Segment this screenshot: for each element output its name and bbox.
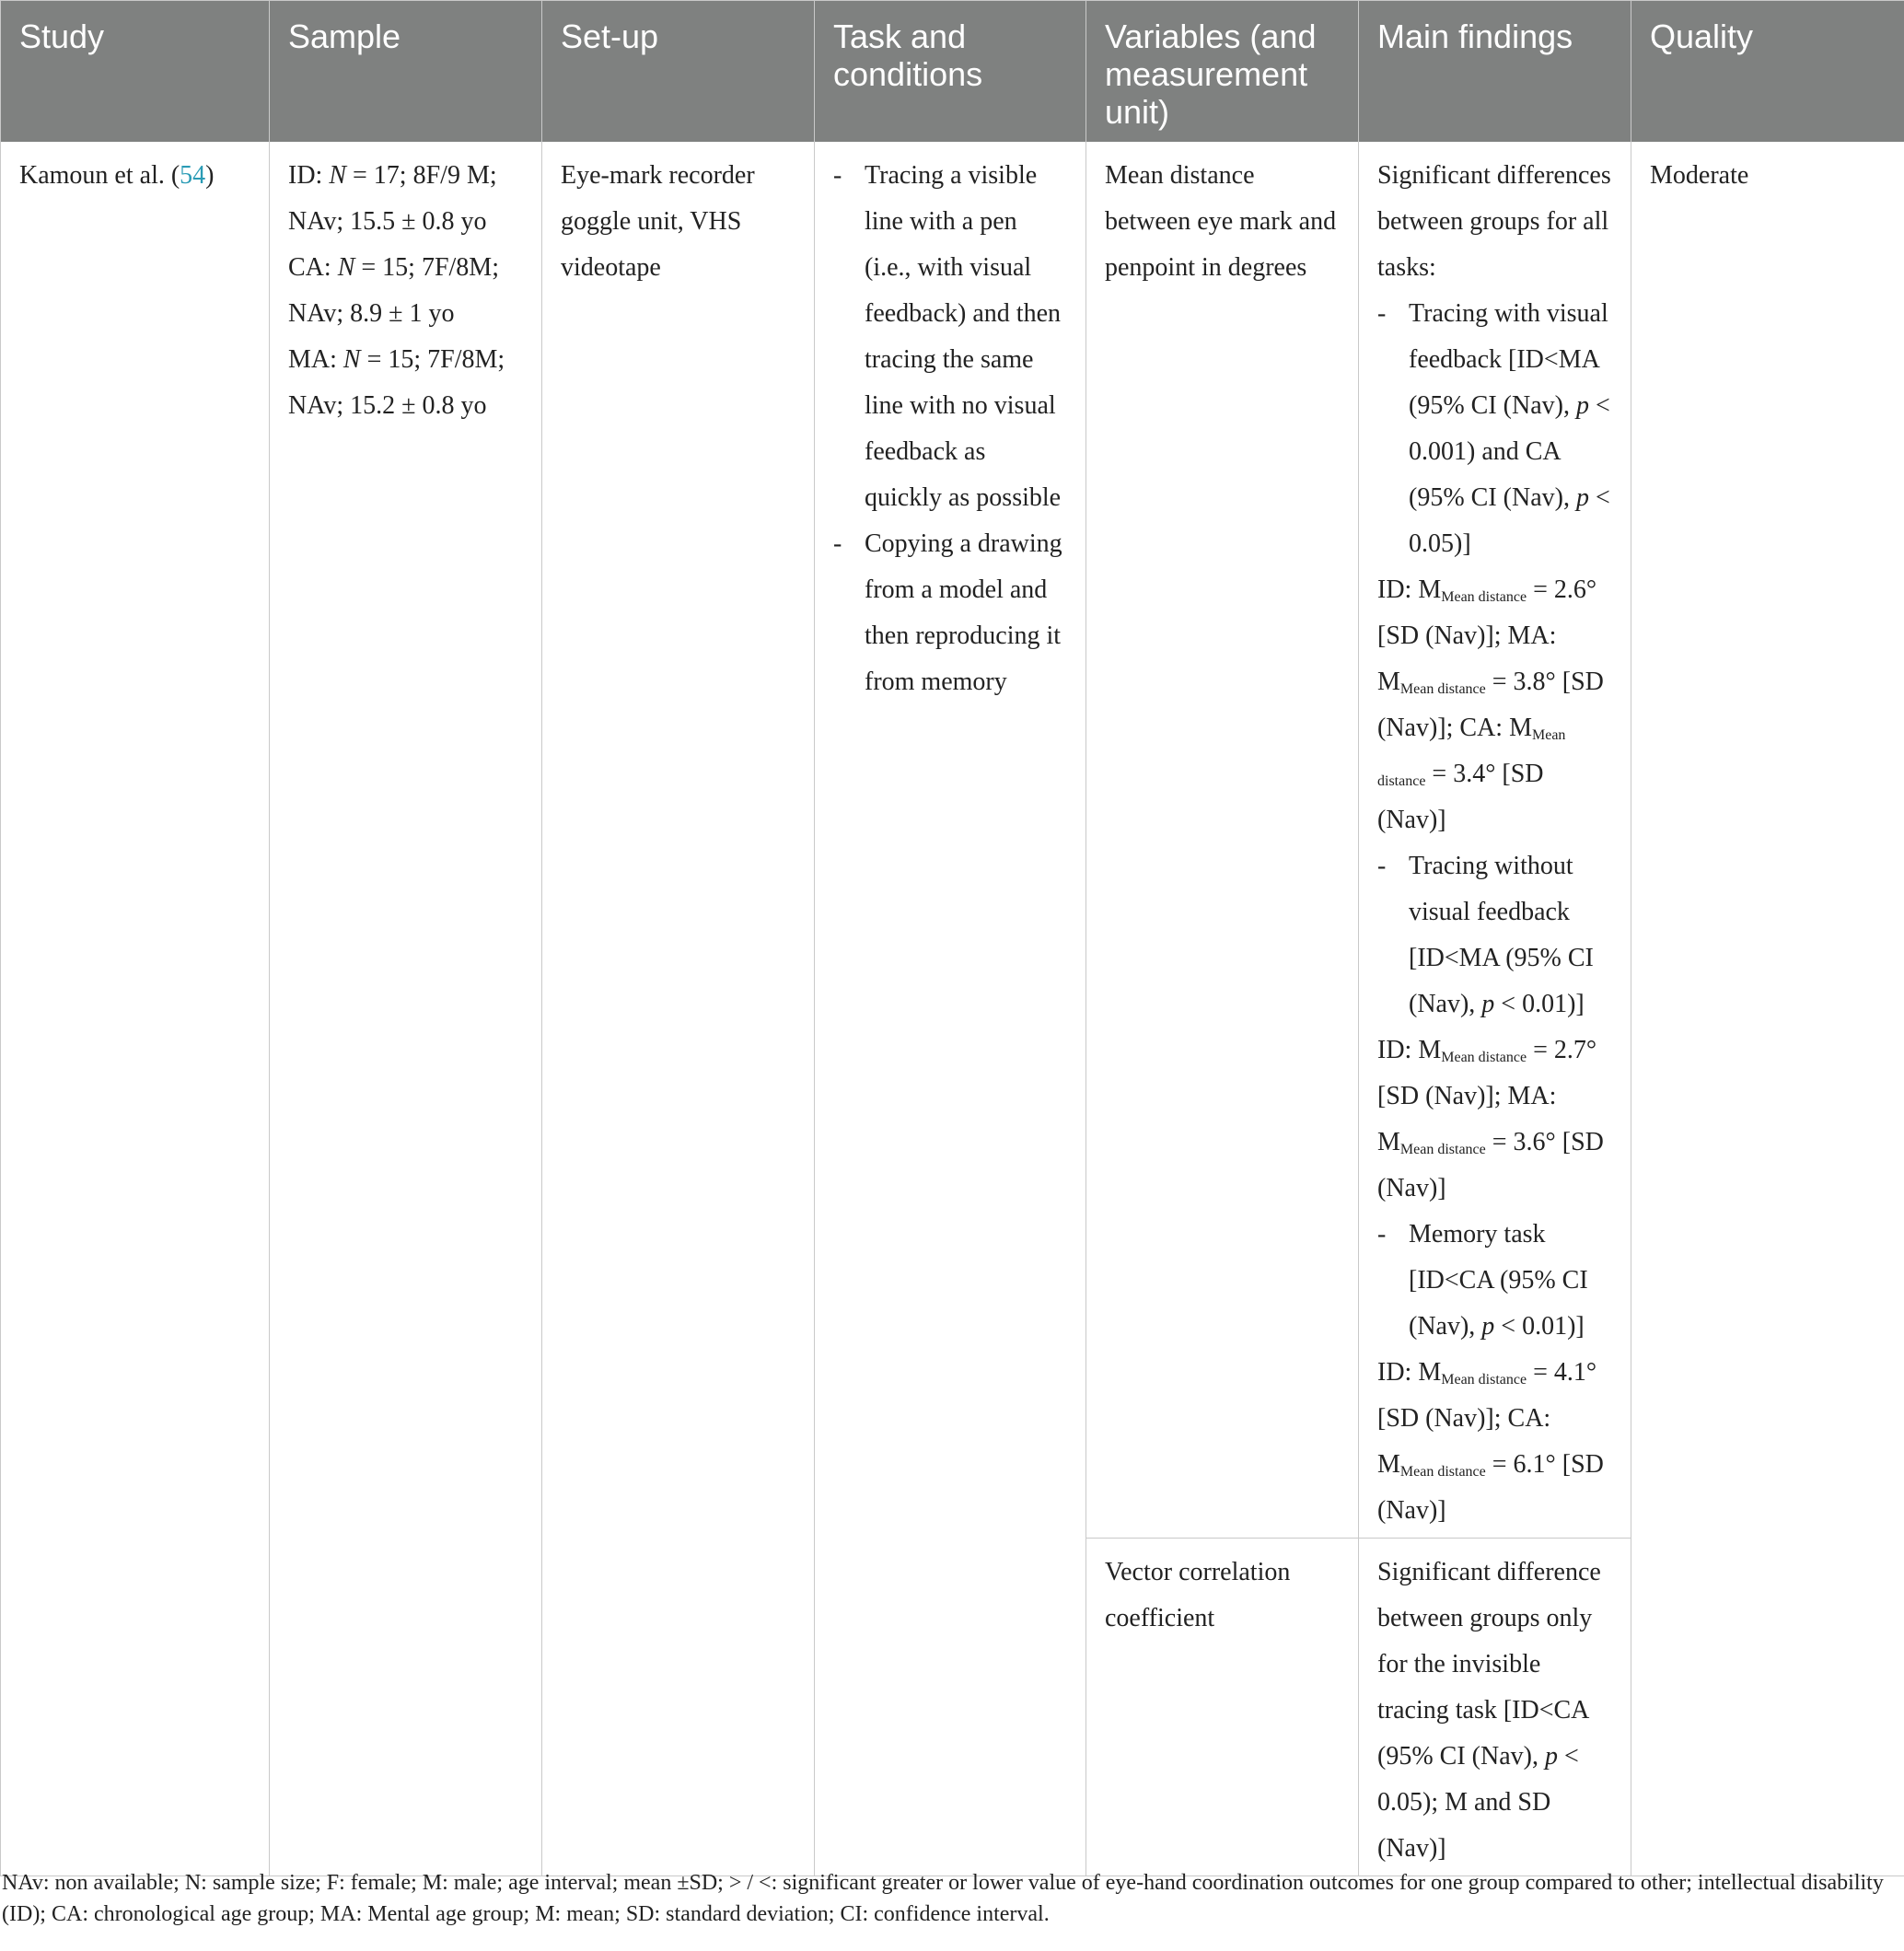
header-quality: Quality [1631,1,1904,143]
header-findings: Main findings [1359,1,1631,143]
cell-findings-1 [1359,142,1631,1539]
findings-means: ID: $M_{Mean distance} = 2.7^\circ$ [SD (Nav)]; MA: $M_{Mean distance} = 3.6^\circ$ [SD (Nav)] [1377,1036,1604,1202]
header-study: Study [1,1,270,143]
sample-line: NAv; 15.2 ± 0.8 yo [288,391,487,420]
task-item: - Tracing a visible line with a pen (i.e., with visual feedback) and then tracing the same line with no visual feedback as quickly as possible [833,161,1062,512]
task-item: - Copying a drawing from a model and then reproducing it from memory [833,529,1062,696]
cell-sample [270,142,542,1876]
header-task: Task and conditions [815,1,1086,143]
cell-findings-2: Significant difference between groups only for the invisible tracing task [ID<CA (95% CI (Nav), p < 0.05); M and SD (Nav)] [1359,1539,1631,1876]
reference-link[interactable]: 54 [180,161,206,190]
cell-study: Kamoun et al. (54) [1,142,270,1876]
header-sample: Sample [270,1,542,143]
findings-bullet: - Memory task [ID<CA (95% CI (Nav), p < 0.01)] [1377,1220,1588,1341]
cell-task [815,142,1086,1876]
sample-line: ID: N = 17; 8F/9 M; [288,161,497,190]
study-name: Kamoun et al. ( [19,161,180,190]
cell-quality: Moderate [1631,142,1904,1876]
header-row [1,1,1904,143]
table-footnote: NAv: non available; N: sample size; F: female; M: male; age interval; mean ±SD; > / <: significant greater or lower value of eye-hand coordination outcomes for one group compared to other; intellectual disability (ID); CA: chronological age group; MA: Mental age group; M: mean; SD: standard deviation; CI: confidence interval. [2,1871,1884,1926]
findings-intro: Significant differences between groups for all tasks: [1377,161,1611,282]
sample-line: MA: N = 15; 7F/8M; [288,345,505,374]
findings-means: ID: $M_{Mean distance} = 2.6^\circ$ [SD (Nav)]; MA: $M_{Mean distance} = 3.8^\circ$ [SD (Nav)]; CA: $M_{Mean distance} = 3.4^\circ$ [SD (Nav)] [1377,575,1604,834]
findings-bullet: - Tracing with visual feedback [ID<MA (95% CI (Nav), p < 0.001) and CA (95% CI (Nav), p < 0.05)] [1377,299,1610,558]
sample-line: CA: N = 15; 7F/8M; [288,253,499,282]
header-setup: Set-up [542,1,815,143]
findings-bullet: - Tracing without visual feedback [ID<MA (95% CI (Nav), p < 0.01)] [1377,852,1594,1018]
table-row [1,142,1904,1539]
findings-means: ID: $M_{Mean distance} = 4.1^\circ$ [SD (Nav)]; CA: $M_{Mean distance} = 6.1^\circ$ [SD (Nav)] [1377,1358,1604,1525]
cell-variable-2: Vector correlation coefficient [1086,1539,1359,1876]
header-variables: Variables (and measurement unit) [1086,1,1359,143]
cell-setup: Eye-mark recorder goggle unit, VHS videotape [542,142,815,1876]
sample-line: NAv; 8.9 ± 1 yo [288,299,455,328]
cell-variable-1: Mean distance between eye mark and penpoint in degrees [1086,142,1359,1539]
sample-line: NAv; 15.5 ± 0.8 yo [288,207,487,236]
